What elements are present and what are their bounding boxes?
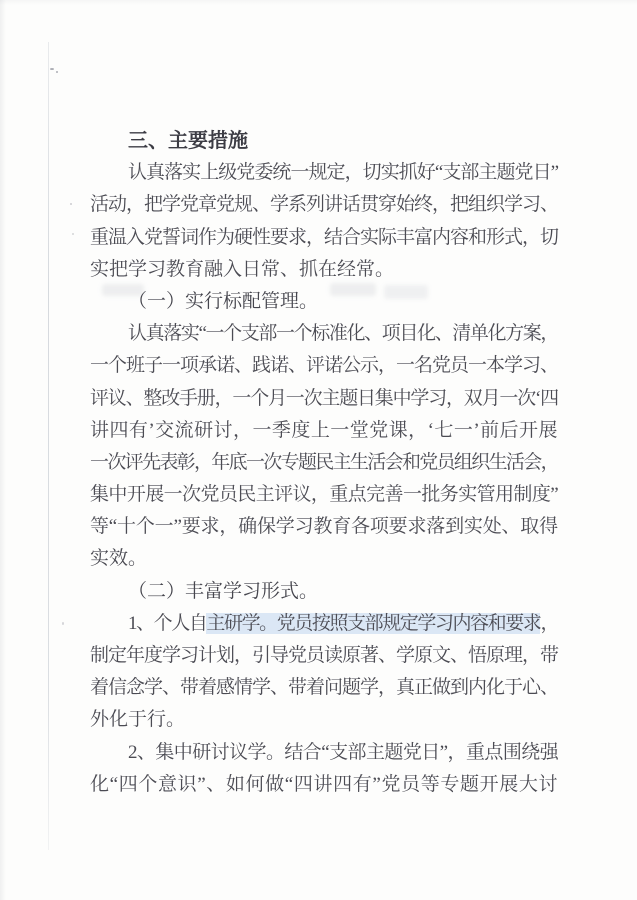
text-line: 认真落实“一个支部一个标准化、项目化、清单化方案， bbox=[128, 323, 558, 345]
text-line: 实把学习教育融入日常、抓在经常。 bbox=[90, 258, 395, 280]
text-line: 实效。 bbox=[90, 548, 148, 570]
main-heading: 三、主要措施 bbox=[128, 130, 248, 152]
scan-edge-shadow-top bbox=[0, 0, 637, 5]
text-line: 重温入党誓词作为硬性要求，结合实际丰富内容和形式，切 bbox=[90, 226, 559, 248]
section-heading: （二）丰富学习形式。 bbox=[128, 580, 319, 602]
text-line: 等“十个一”要求，确保学习教育各项要求落到实处、取得 bbox=[90, 516, 558, 538]
text-line: 认真落实上级党委统一规定，切实抓好“支部主题党日” bbox=[128, 162, 559, 184]
section-heading: （一）实行标配管理。 bbox=[128, 290, 319, 312]
text-line: 一个班子一项承诺、践诺、评诺公示，一名党员一本学习、 bbox=[90, 355, 559, 377]
scan-edge-shadow-left bbox=[0, 0, 6, 900]
scan-speck bbox=[62, 622, 64, 625]
text-line: 活动，把学党章党规、学系列讲话贯穿始终，把组织学习、 bbox=[90, 194, 559, 216]
text-line: 讲四有’交流研讨，一季度上一堂党课，‘七一’前后开展 bbox=[90, 419, 558, 441]
text-line: 外化于行。 bbox=[90, 709, 186, 731]
scan-speck bbox=[56, 71, 58, 73]
scan-speck bbox=[72, 233, 74, 235]
text-line: 一次评先表彰，年底一次专题民主生活会和党员组织生活会， bbox=[90, 451, 558, 473]
text-line: 制定年度学习计划，引导党员读原著、学原文、悟原理，带 bbox=[90, 645, 559, 666]
page-fold-line bbox=[48, 42, 49, 850]
text-line: 评议、整改手册，一个月一次主题日集中学习，双月一次‘四 bbox=[90, 387, 558, 409]
document-text-block bbox=[90, 125, 558, 801]
text-line: 2、集中研讨议学。结合“支部主题党日”，重点围绕强 bbox=[128, 741, 559, 763]
text-segment: 1、个人自 bbox=[128, 612, 207, 634]
scan-speck bbox=[50, 68, 54, 70]
text-line: 化“四个意识”、如何做“四讲四有”党员等专题开展大讨 bbox=[90, 773, 559, 795]
text-line: 着信念学、带着感情学、带着问题学，真正做到内化于心、 bbox=[90, 677, 559, 699]
text-line bbox=[90, 608, 558, 640]
scan-speck bbox=[70, 203, 72, 205]
text-line: 集中开展一次党员民主评议，重点完善一批务实管用制度” bbox=[90, 484, 559, 506]
highlighted-text: 主研学。党员按照支部规定学习内容和要求 bbox=[206, 612, 541, 634]
text-segment: ， bbox=[540, 612, 559, 634]
